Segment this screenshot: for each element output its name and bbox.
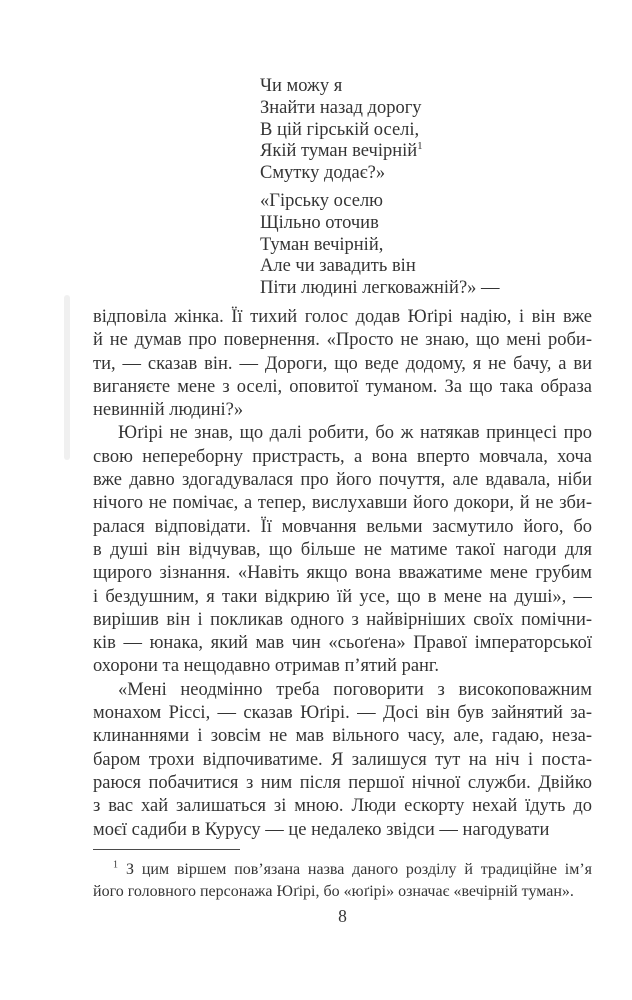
poem-stanza (260, 191, 592, 300)
text-line: відповіла жінка. Її тихий голос додав Юґірі надію, і він вже (93, 306, 592, 327)
poem-line: Смутку додає?» (260, 163, 386, 184)
poem-line: Але чи завадить він (260, 256, 416, 277)
footnote (93, 849, 592, 903)
poem-line: «Гірську оселю (260, 190, 383, 211)
text-line: в душі він відчував, що більше не матиме такої нагоди для (93, 539, 592, 560)
footnote-line: $^1$ З цим віршем пов’язана назва даного розділу й традиційне ім’я (113, 859, 592, 879)
scan-artifact (64, 295, 70, 460)
paragraph (93, 422, 592, 678)
footnote-marker: 1 (113, 859, 118, 871)
text-line: моєї садиби в Курусу — це недалеко звідси — нагодувати (93, 819, 550, 840)
poem-line: Піти людині легковажній?» — (260, 278, 500, 299)
paragraph (93, 679, 592, 842)
footnote-ref: 1 (417, 140, 423, 153)
text-line: Юґірі не знав, що далі робити, бо ж натякав принцесі про (118, 423, 592, 444)
page-content (93, 76, 592, 903)
text-line: і бездушним, я таки відкрию їй усе, що в мене на душі», — (93, 586, 592, 607)
text-line: клинаннями і зовсім не мав вільного часу, але, гадаю, неза- (93, 726, 592, 747)
text-line: «Мені неодмінно треба поговорити з високоповажним (118, 679, 592, 700)
text-line: щирого зізнання. «Навіть якщо вона вважатиме мене грубим (93, 563, 592, 584)
footnote-line: його головного персонажа Юґірі, бо «юґірі» означає «вечірній туман». (93, 883, 574, 901)
poem-line: Щільно оточив (260, 212, 379, 233)
poem-line: В цій гірській оселі, (260, 119, 420, 140)
body-text (93, 306, 592, 842)
poem-line: Чи можу я (260, 76, 343, 96)
text-line: охорони та нещодавно отримав п’ятий ранг. (93, 656, 440, 677)
footnote-divider (93, 849, 240, 851)
text-line: раюся побачитися з ним після першої нічної служби. Двійко (93, 772, 592, 793)
text-line: нічого не помічає, а тепер, вислухавши його докори, й не зби- (93, 493, 592, 514)
text-line: ти, — сказав він. — Дороги, що веде додому, я не бачу, а ви (93, 353, 592, 374)
paragraph (93, 306, 592, 422)
text-line: монахом Ріссі, — сказав Юґірі. — Досі він був зайнятий за- (93, 703, 592, 724)
footnote-text (93, 859, 592, 903)
poem-line: Якій туман вечірній$^1$ (260, 140, 423, 162)
text-line: вирішив він і покликав одного з найвірніших своїх помічни- (93, 609, 592, 630)
poem-line: Туман вечірній, (260, 234, 384, 255)
text-line: свою непереборну пристрасть, а вона вперто мовчала, хоча (93, 446, 592, 467)
text-line: й не думав про повернення. «Просто не знаю, що мені роби- (93, 330, 592, 351)
text-line: ралася відповідати. Її мовчання вельми засмутило його, бо (93, 516, 592, 537)
poem-stanza (260, 76, 592, 185)
text-line: виганяєте мене з оселі, оповитої туманом. За що така образа (93, 376, 592, 397)
text-line: з вас хай залишаться зі мною. Люди ескорту нехай їдуть до (93, 796, 592, 817)
poem-line: Знайти назад дорогу (260, 97, 422, 118)
text-line: ків — юнака, який мав чин «сьоґена» Правої імператорської (93, 633, 592, 654)
text-line: вже давно здогадувалася про його почуття, але вдавала, ніби (93, 470, 592, 491)
page-number: 8 (338, 906, 347, 926)
poem-block (260, 76, 592, 300)
text-line: невинній людині?» (93, 400, 244, 421)
text-line: баром трохи відпочиватиме. Я залишуся тут на ніч і поста- (93, 749, 592, 770)
